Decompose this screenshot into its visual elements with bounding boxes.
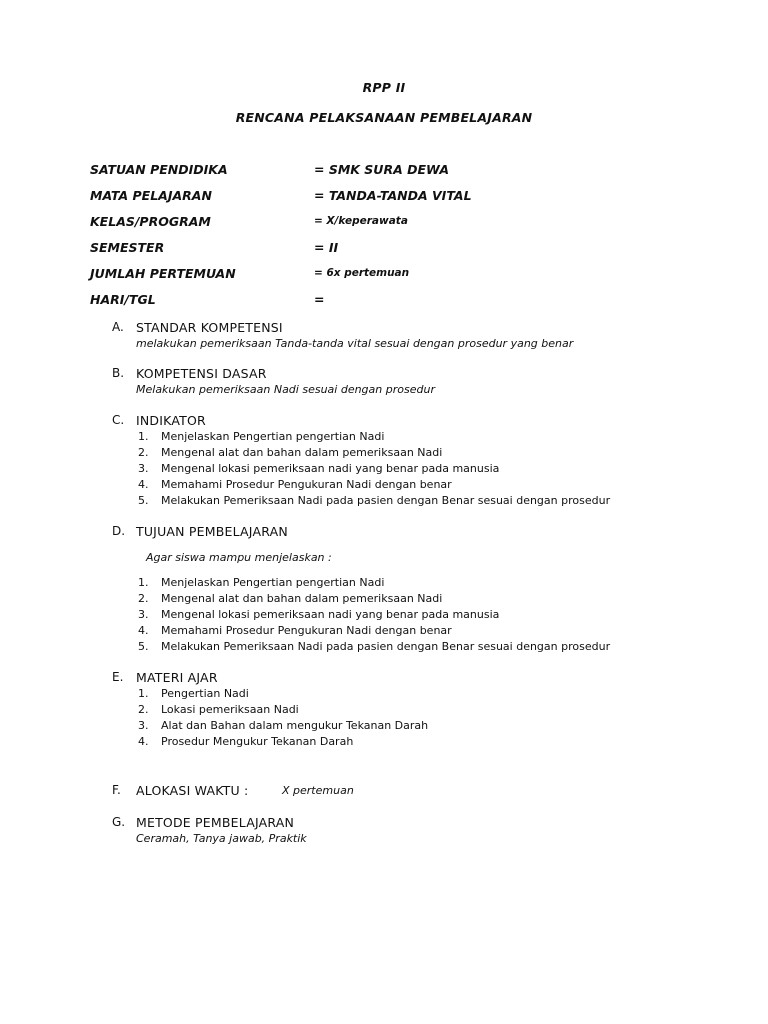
- list-item: [112, 734, 712, 750]
- list-item-number: 3.: [138, 719, 149, 732]
- identity-value: = TANDA-TANDA VITAL: [314, 188, 472, 203]
- doc-title: RPP II: [362, 80, 406, 95]
- identity-table: [90, 162, 650, 318]
- list-item: [112, 686, 712, 702]
- identity-value: = II: [314, 240, 339, 255]
- section-alokasi-waktu: [112, 783, 712, 799]
- section-title: INDIKATOR: [136, 413, 206, 428]
- section-title: TUJUAN PEMBELAJARAN: [136, 524, 288, 539]
- identity-value: =: [314, 292, 325, 307]
- section-letter: B.: [112, 366, 125, 380]
- alokasi-value: X pertemuan: [282, 784, 354, 797]
- list-item-text: Menjelaskan Pengertian pengertian Nadi: [161, 430, 385, 443]
- list-item: [112, 445, 712, 461]
- identity-label: JUMLAH PERTEMUAN: [90, 266, 236, 281]
- identity-row: [90, 292, 650, 318]
- section-letter: C.: [112, 413, 125, 427]
- identity-value: = 6x pertemuan: [314, 267, 410, 279]
- identity-label: MATA PELAJARAN: [90, 188, 212, 203]
- list-item-text: Memahami Prosedur Pengukuran Nadi dengan benar: [161, 624, 452, 637]
- list-item-number: 2.: [138, 446, 149, 459]
- list-item-text: Melakukan Pemeriksaan Nadi pada pasien dengan Benar sesuai dengan prosedur: [161, 494, 611, 507]
- section-letter: G.: [112, 815, 126, 829]
- section-title: METODE PEMBELAJARAN: [136, 815, 295, 830]
- section-description: Melakukan pemeriksaan Nadi sesuai dengan prosedur: [136, 383, 435, 396]
- section-letter: D.: [112, 524, 126, 538]
- list-item-number: 4.: [138, 478, 149, 491]
- identity-label: SATUAN PENDIDIKA: [90, 162, 228, 177]
- list-item-number: 1.: [138, 430, 149, 443]
- list-item-text: Mengenal alat dan bahan dalam pemeriksaan Nadi: [161, 446, 443, 459]
- list-item-text: Pengertian Nadi: [161, 687, 249, 700]
- list-item-text: Melakukan Pemeriksaan Nadi pada pasien dengan Benar sesuai dengan prosedur: [161, 640, 611, 653]
- list-item-number: 1.: [138, 687, 149, 700]
- list-item-number: 2.: [138, 592, 149, 605]
- list-item: [112, 718, 712, 734]
- list-item: [112, 493, 712, 509]
- list-item: [112, 623, 712, 639]
- section-title: ALOKASI WAKTU :: [136, 783, 249, 798]
- tujuan-list: [112, 575, 712, 655]
- identity-row: [90, 214, 650, 240]
- section-indikator: [112, 413, 712, 509]
- identity-label: HARI/TGL: [90, 292, 156, 307]
- list-item: [112, 461, 712, 477]
- identity-row: [90, 240, 650, 266]
- list-item: [112, 639, 712, 655]
- section-description: melakukan pemeriksaan Tanda-tanda vital sesuai dengan prosedur yang benar: [136, 337, 574, 350]
- materi-list: [112, 686, 712, 750]
- list-item: [112, 607, 712, 623]
- section-standar-kompetensi: [112, 320, 712, 351]
- list-item-number: 3.: [138, 608, 149, 621]
- list-item-number: 5.: [138, 494, 149, 507]
- identity-value: = SMK SURA DEWA: [314, 162, 450, 177]
- list-item-text: Mengenal lokasi pemeriksaan nadi yang benar pada manusia: [161, 608, 500, 621]
- list-item-text: Mengenal lokasi pemeriksaan nadi yang benar pada manusia: [161, 462, 500, 475]
- section-tujuan-pembelajaran: [112, 524, 712, 655]
- list-item-number: 3.: [138, 462, 149, 475]
- section-intro: Agar siswa mampu menjelaskan :: [146, 551, 332, 564]
- section-title: MATERI AJAR: [136, 670, 218, 685]
- identity-value: = X/keperawata: [314, 215, 408, 227]
- list-item: [112, 591, 712, 607]
- list-item-text: Prosedur Mengukur Tekanan Darah: [161, 735, 354, 748]
- list-item-text: Menjelaskan Pengertian pengertian Nadi: [161, 576, 385, 589]
- list-item-number: 4.: [138, 624, 149, 637]
- section-kompetensi-dasar: [112, 366, 712, 397]
- list-item-text: Lokasi pemeriksaan Nadi: [161, 703, 299, 716]
- indikator-list: [112, 429, 712, 509]
- list-item-number: 5.: [138, 640, 149, 653]
- section-title: STANDAR KOMPETENSI: [136, 320, 283, 335]
- section-title: KOMPETENSI DASAR: [136, 366, 267, 381]
- section-letter: E.: [112, 670, 124, 684]
- list-item-text: Mengenal alat dan bahan dalam pemeriksaan Nadi: [161, 592, 443, 605]
- list-item-text: Alat dan Bahan dalam mengukur Tekanan Darah: [161, 719, 429, 732]
- identity-row: [90, 162, 650, 188]
- list-item: [112, 429, 712, 445]
- list-item-number: 4.: [138, 735, 149, 748]
- section-metode-pembelajaran: [112, 815, 712, 846]
- identity-row: [90, 188, 650, 214]
- list-item: [112, 702, 712, 718]
- identity-label: KELAS/PROGRAM: [90, 214, 211, 229]
- section-letter: F.: [112, 783, 121, 797]
- doc-subtitle: RENCANA PELAKSANAAN PEMBELAJARAN: [235, 110, 533, 125]
- list-item-number: 1.: [138, 576, 149, 589]
- identity-row: [90, 266, 650, 292]
- list-item: [112, 477, 712, 493]
- list-item-text: Memahami Prosedur Pengukuran Nadi dengan benar: [161, 478, 452, 491]
- section-letter: A.: [112, 320, 124, 334]
- section-description: Ceramah, Tanya jawab, Praktik: [136, 832, 307, 845]
- list-item: [112, 575, 712, 591]
- identity-label: SEMESTER: [90, 240, 165, 255]
- list-item-number: 2.: [138, 703, 149, 716]
- section-materi-ajar: [112, 670, 712, 750]
